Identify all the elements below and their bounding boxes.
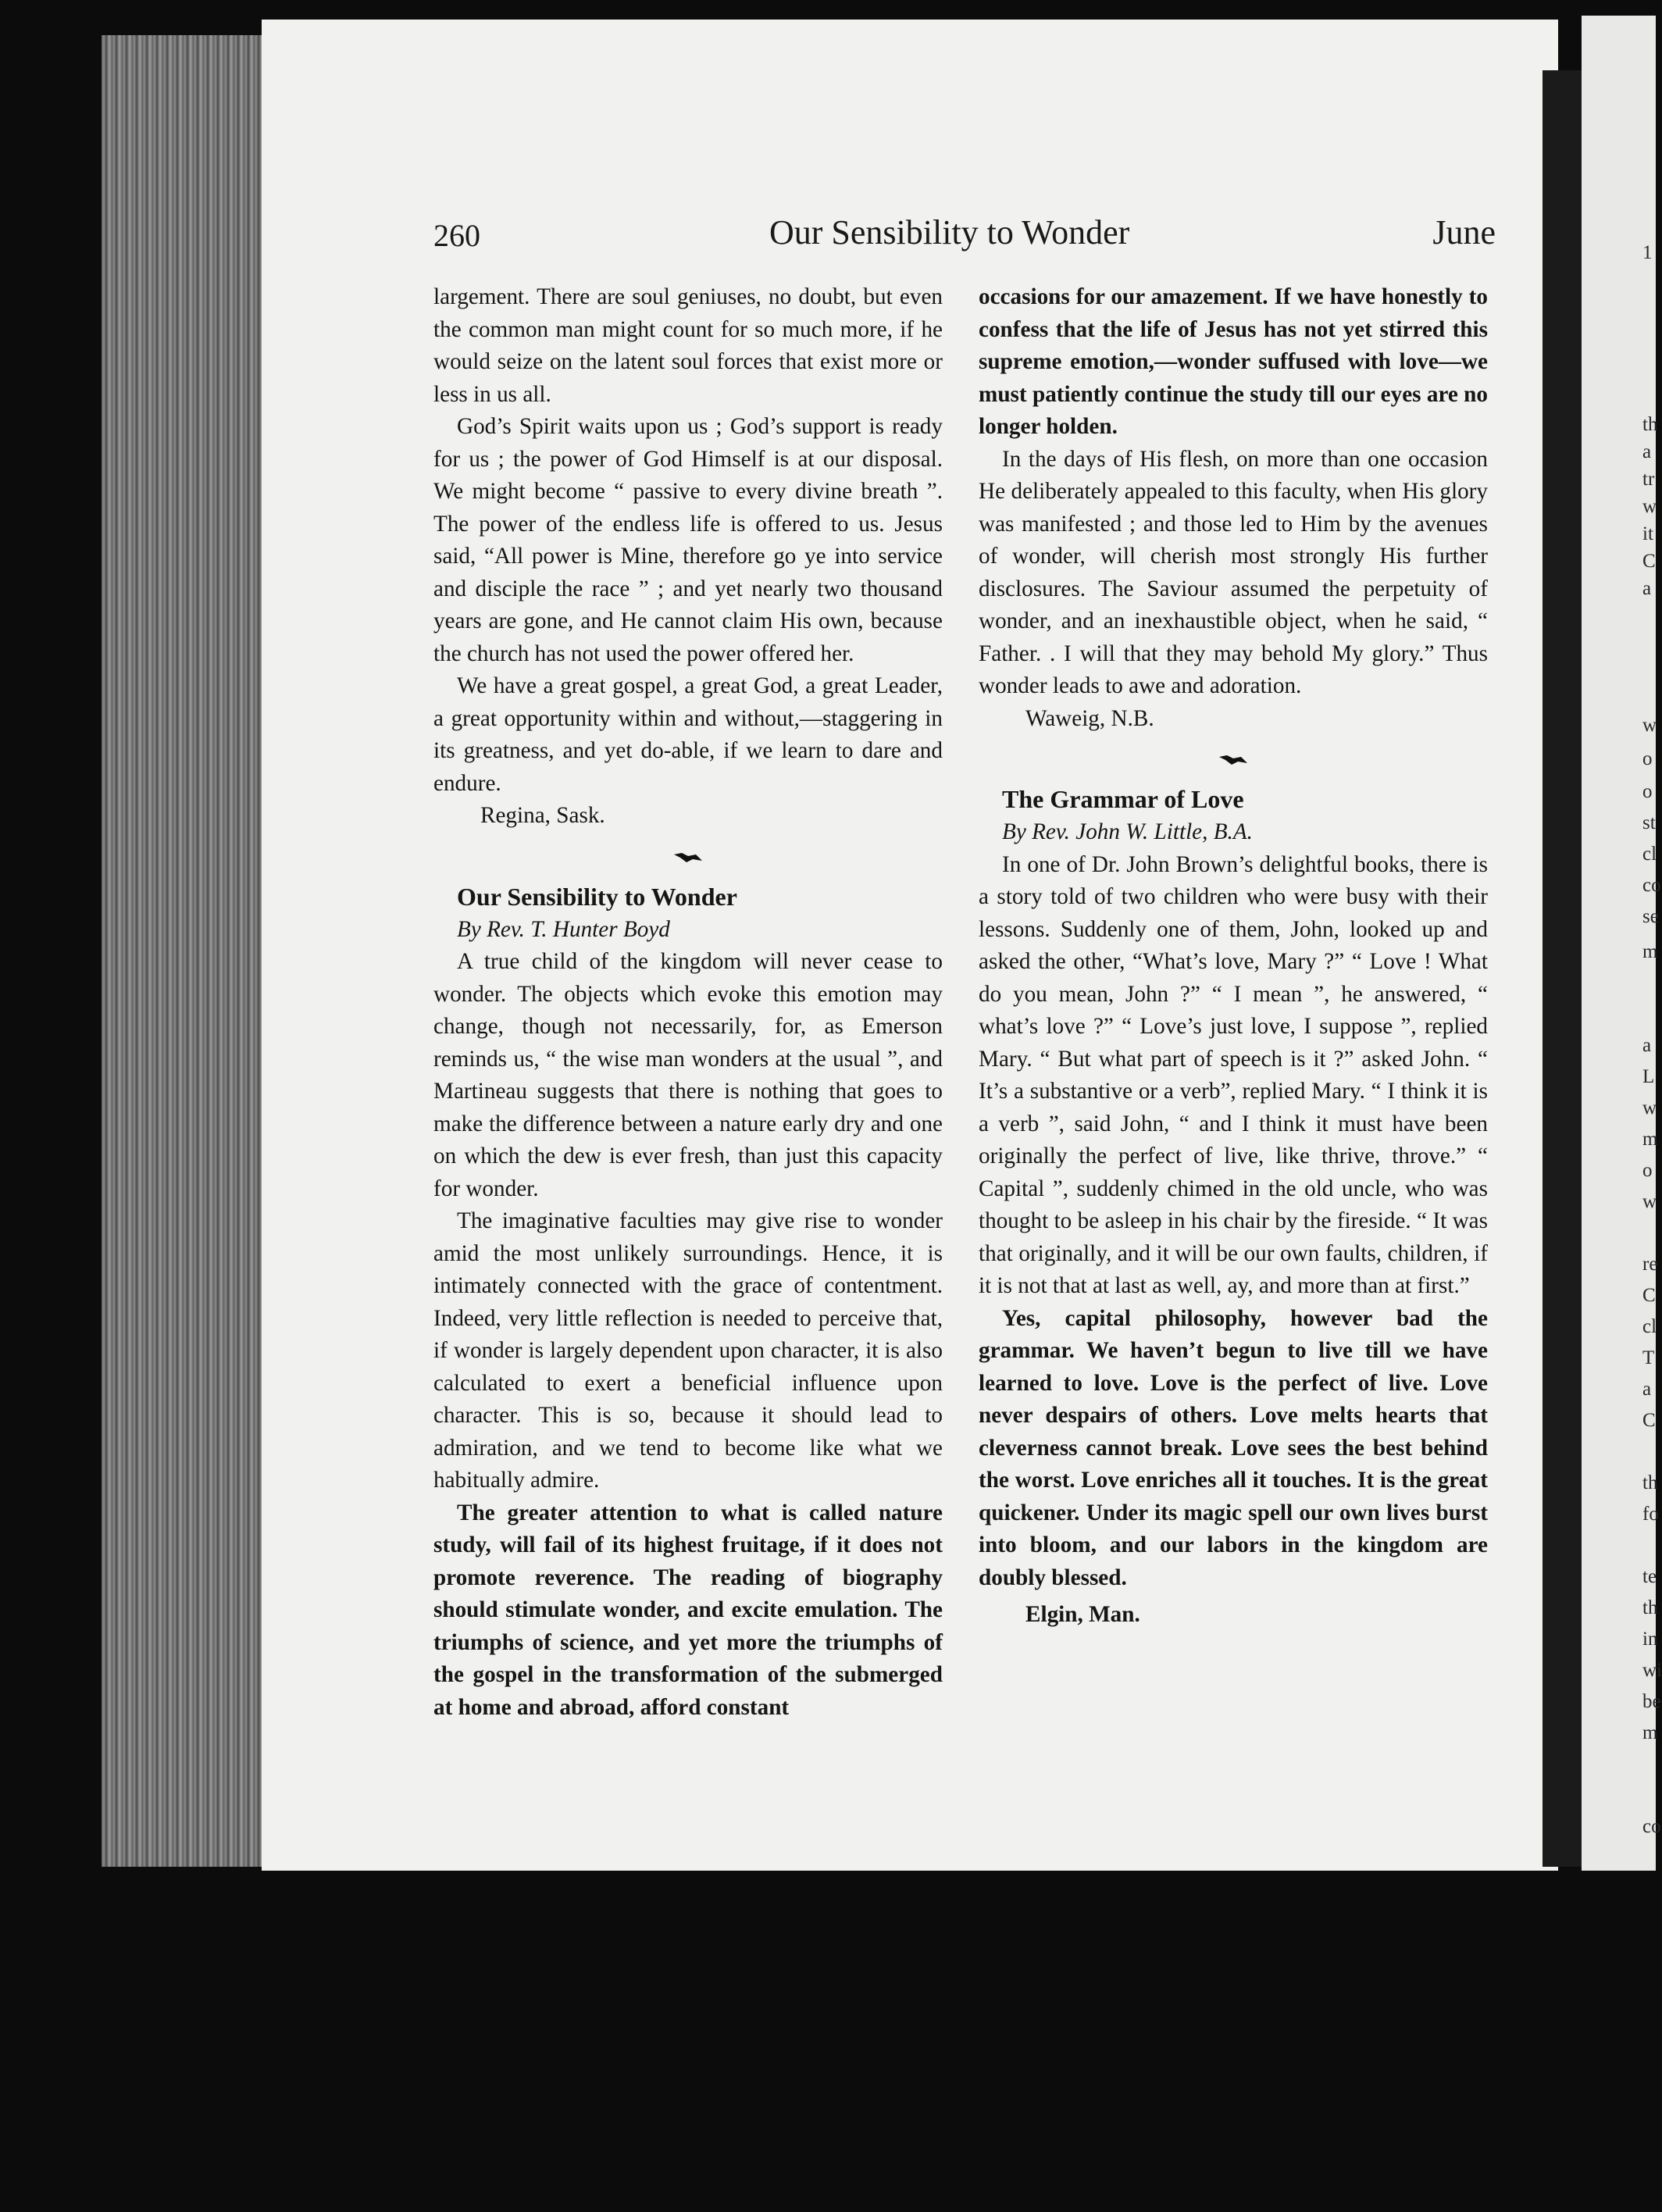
next-page-text-fragment: be [1642,1691,1661,1712]
next-page-text-fragment: w [1642,496,1657,517]
article-title: The Grammar of Love [1002,785,1244,813]
paragraph: largement. There are soul geniuses, no doubt, but even the common man might count for so much more, if he would seize on the latent soul forces that exist more or less in us all. [433,284,943,407]
next-page-text-fragment: it [1642,523,1653,544]
signature: Waweig, N.B. [1025,705,1154,731]
book-spine-edge [102,35,277,1867]
next-page-text-fragment: C [1642,551,1656,572]
next-page-text-fragment: cl [1642,1316,1657,1337]
page-header [433,212,1496,259]
next-page-text-fragment: a [1642,1379,1652,1400]
next-page-text-fragment: m [1642,1722,1658,1743]
next-page-text-fragment: o [1642,781,1653,802]
next-page-text-fragment: co [1642,875,1661,896]
paragraph: Yes, capital philosophy, however bad the grammar. We haven’t begun to live till we have learned to love. Love is the perfect of live. Love never despairs of others. Love melts hearts that cleverness cannot break. Love sees the best behind the worst. Love enriches all it touches. It is the great quickener. Under its magic spell our own lives burst into bloom, and our labors in the kingdom are doubly blessed. [979,1305,1488,1590]
next-page-text-fragment: C [1642,1285,1656,1306]
next-page-text-fragment: se [1642,906,1659,927]
next-page-text-fragment: re [1642,1254,1658,1275]
next-page-text-fragment: th [1642,1597,1658,1618]
paragraph: In the days of His flesh, on more than one occasion He deliberately appealed to this faculty, when His glory was manifested ; and those led to Him by the avenues of wonder, will cherish most strongly His further disclosures. The Saviour assumed the perpetuity of wonder, and an inexhaustible object, when he said, “ Father. . I will that they may behold My glory.” Thus wonder leads to awe and adoration. [979,446,1488,698]
left-column [433,281,943,1724]
next-page-text-fragment: o [1642,748,1653,769]
next-page-text-fragment: in [1642,1629,1658,1650]
next-page-text-fragment: m [1642,1129,1658,1150]
article-title: Our Sensibility to Wonder [457,882,737,911]
next-page-text-fragment: w [1642,715,1657,736]
running-title: Our Sensibility to Wonder [769,213,1130,252]
issue-month: June [1432,213,1496,252]
article-byline: By Rev. John W. Little, B.A. [1002,819,1253,844]
next-page-text-fragment: te [1642,1566,1657,1587]
next-page-text-fragment: a [1642,1035,1652,1056]
adjacent-page-edge [1582,16,1662,1871]
next-page-text-fragment: 1 [1642,242,1653,263]
signature: Regina, Sask. [480,803,605,828]
ornament-icon [433,842,943,870]
next-page-text-fragment: o [1642,1160,1653,1181]
paragraph: God’s Spirit waits upon us ; God’s support is ready for us ; the power of God Himself is at our disposal. We might become “ passive to every divine breath ”. The power of the endless life is offered to us. Jesus said, “All power is Mine, therefore go ye into service and disciple the race ” ; and yet nearly two thousand years are gone, and He cannot claim His own, because the church has not used the power offered her. [433,414,943,666]
next-page-text-fragment: w [1642,1097,1657,1118]
ornament-icon [979,744,1488,772]
next-page-text-fragment: C [1642,1410,1656,1431]
article-byline: By Rev. T. Hunter Boyd [457,916,670,942]
next-page-text-fragment: a [1642,578,1652,599]
next-page-text-fragment: cl [1642,844,1657,865]
next-page-text-fragment: th [1642,414,1658,435]
next-page-text-fragment: co [1642,1816,1661,1837]
next-page-text-fragment: a [1642,441,1652,462]
next-page-text-fragment: w [1642,1191,1657,1212]
paragraph: In one of Dr. John Brown’s delightful books, there is a story told of two children who were busy with their lessons. Suddenly one of them, John, looked up and asked the other, “What’s love, Mary ?” “ Love ! What do you mean, John ?” “ I mean ”, he answered, “ what’s love ?” “ Love’s just love, I suppose ”, replied Mary. “ But what part of speech is it ?” asked John. “ It’s a substantive or a verb”, replied Mary. “ I think it is a verb ”, said John, “ and I think it must have been originally the perfect of live, like thrive, throve.” “ Capital ”, suddenly chimed in the old uncle, who was thought to be asleep in his chair by the fireside. “ It was that originally, and it will be our own faults, children, if it is not that at last as well, ay, and more than at first.” [979,851,1488,1298]
paragraph: A true child of the kingdom will never cease to wonder. The objects which evoke this emotion may change, though not necessarily, for, as Emerson reminds us, “ the wise man wonders at the usual ”, and Martineau suggests that there is nothing that goes to make the difference between a nature early dry and one on which the dew is ever fresh, than just this capacity for wonder. [433,949,943,1201]
right-column [979,281,1488,1632]
next-page-text-fragment: T [1642,1347,1655,1368]
next-page-text-fragment: fo [1642,1504,1659,1525]
next-page-text-fragment: tr [1642,469,1655,490]
signature: Elgin, Man. [1025,1602,1140,1627]
paragraph: The greater attention to what is called nature study, will fail of its highest fruitage, if it does not promote reverence. The reading of biography should stimulate wonder, and excite emulation. The triumphs of science, and yet more the triumphs of the gospel in the transformation of the submerged at home and abroad, afford constant [433,1500,943,1720]
next-page-text-fragment: st [1642,812,1656,833]
page-gutter [1543,70,1582,1867]
paragraph: occasions for our amazement. If we have honestly to confess that the life of Jesus has not yet stirred this supreme emotion,—wonder suffused with love—we must patiently continue the study till our eyes are no longer holden. [979,284,1488,439]
next-page-text-fragment: m [1642,941,1658,962]
paragraph: The imaginative faculties may give rise to wonder amid the most unlikely surroundings. Hence, it is intimately connected with the grace of contentment. Indeed, very little reflection is needed to perceive that, if wonder is largely dependent upon character, it is also calculated to exert a beneficial influence upon character. This is so, because it should lead to admiration, and we tend to become like what we habitually admire. [433,1208,943,1493]
page-number: 260 [433,218,480,253]
next-page-text-fragment: wi [1642,1660,1662,1681]
next-page-text-fragment: L [1642,1066,1655,1087]
paragraph: We have a great gospel, a great God, a great Leader, a great opportunity within and without,—staggering in its greatness, and yet do-able, if we learn to dare and endure. [433,673,943,796]
next-page-text-fragment: th [1642,1472,1658,1493]
